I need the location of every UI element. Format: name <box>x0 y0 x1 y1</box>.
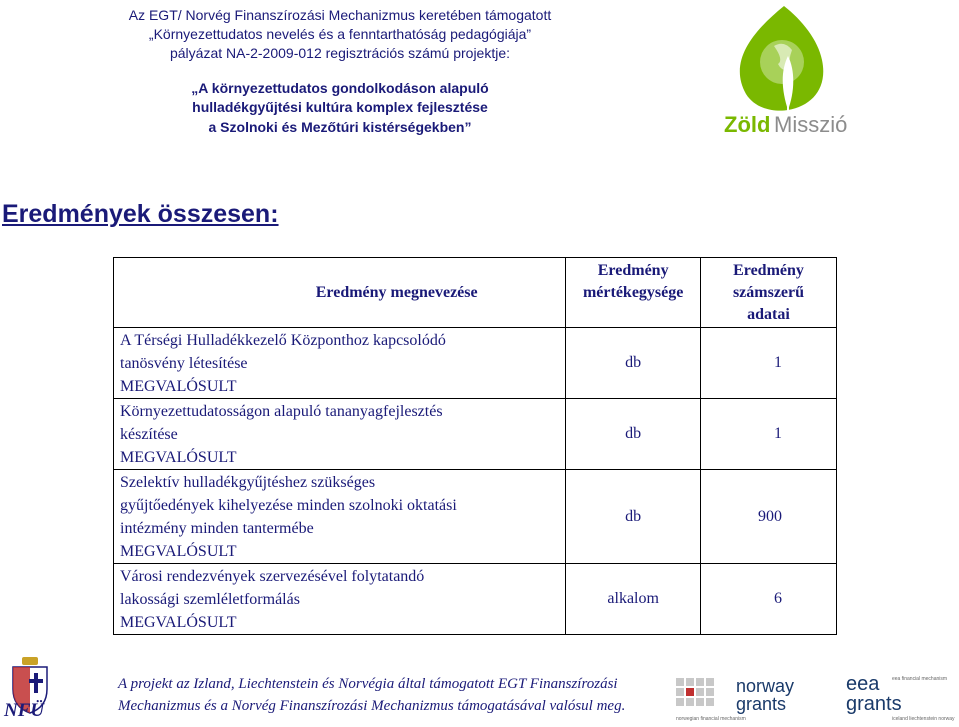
eea-grants-logo <box>842 668 959 725</box>
logo-word-zold: Zöld <box>724 112 771 137</box>
project-title-line-3: a Szolnoki és Mezőtúri kistérségekben” <box>208 119 472 135</box>
page-title: Eredmények összesen: <box>2 200 279 228</box>
header-line-3: pályázat NA-2-2009-012 regisztrációs számú projektje: <box>169 45 511 61</box>
results-table <box>113 257 837 635</box>
row-4-name: Városi rendezvények szervezésével folytatandó lakossági szemléletformálás MEGVALÓSULT <box>114 564 566 635</box>
row-2-name: Környezettudatosságon alapuló tananyagfejlesztés készítése MEGVALÓSULT <box>114 399 566 470</box>
norway-grants-logo <box>672 670 830 725</box>
header-unit: Eredmény mértékegysége <box>566 258 701 328</box>
grants-word: grants <box>736 694 787 714</box>
row-1-unit: db <box>566 328 701 399</box>
logo-word-misszio: Misszió <box>774 112 848 137</box>
row-4-value: 6 <box>700 564 836 635</box>
table-row <box>114 564 837 635</box>
row-3-name: Szelektív hulladékgyűjtéshez szükséges gyűjtőedények kihelyezése minden szolnoki oktatási intézmény minden tantermébe MEGVALÓSULT <box>114 470 566 564</box>
eea-small-text-2: iceland liechtenstein norway <box>892 716 955 722</box>
row-1-name: A Térségi Hulladékkezelő Központhoz kapcsolódó tanösvény létesítése MEGVALÓSULT <box>114 328 566 399</box>
header-value: Eredmény számszerű adatai <box>700 258 836 328</box>
project-title-line-1: „A környezettudatos gondolkodáson alapuló <box>191 80 489 96</box>
norway-small-text: norwegian financial mechanism <box>676 716 746 722</box>
row-1-value: 1 <box>700 328 836 399</box>
table-row <box>114 328 837 399</box>
row-3-unit: db <box>566 470 701 564</box>
zold-misszio-logo <box>722 2 862 142</box>
eea-small-text-1: eea financial mechanism <box>892 676 948 682</box>
row-3-value: 900 <box>700 470 836 564</box>
table-row <box>114 399 837 470</box>
footer-line-1: A projekt az Izland, Liechtenstein és Norvégia által támogatott EGT Finanszírozási <box>118 676 618 692</box>
row-2-value: 1 <box>700 399 836 470</box>
row-2-unit: db <box>566 399 701 470</box>
row-4-unit: alkalom <box>566 564 701 635</box>
nfu-logo-text: NFÜ <box>4 700 45 721</box>
footer-line-2: Mechanizmus és a Norvég Finanszírozási Mechanizmus támogatásával valósul meg. <box>118 698 626 714</box>
table-header-row <box>114 258 837 328</box>
header-line-1: Az EGT/ Norvég Finanszírozási Mechanizmus keretében támogatott <box>128 7 552 23</box>
header-line-2: „Környezettudatos nevelés és a fenntarthatóság pedagógiája” <box>148 26 532 42</box>
eea-grants-word: grants <box>846 693 902 715</box>
eea-word: eea <box>846 673 880 695</box>
table-row <box>114 470 837 564</box>
norway-word: norway <box>736 676 795 696</box>
project-title-line-2: hulladékgyűjtési kultúra komplex fejlesztése <box>192 99 488 115</box>
header-name: Eredmény megnevezése <box>114 258 566 328</box>
